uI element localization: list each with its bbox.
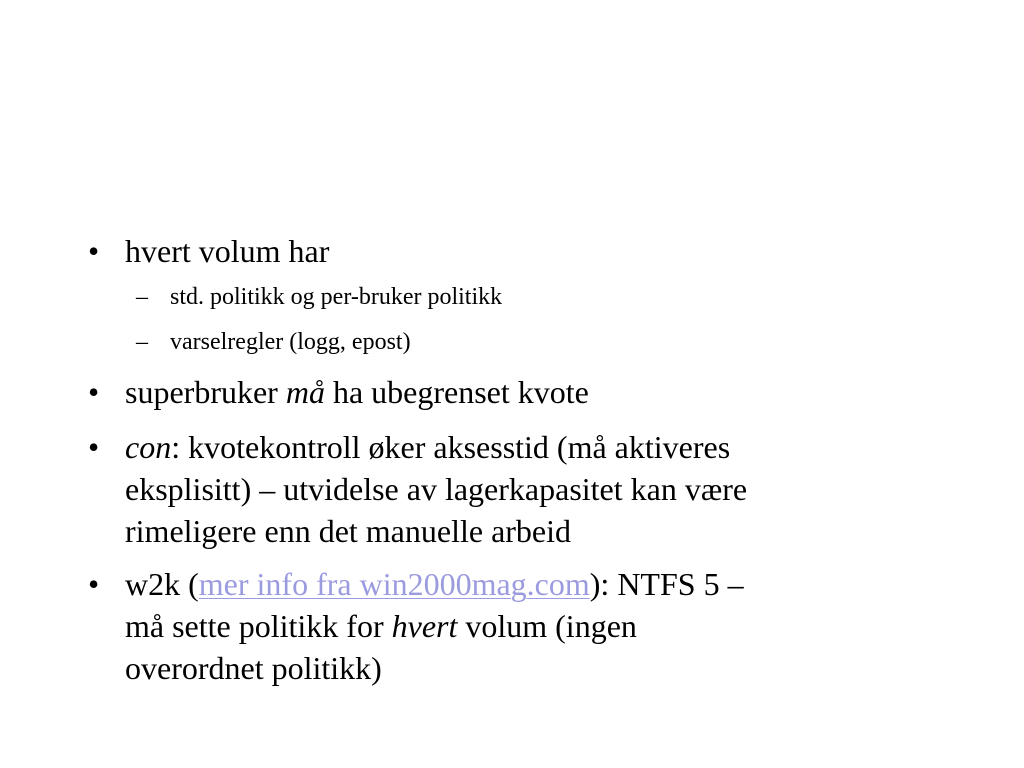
- bullet-text-con-line1: [125, 431, 730, 463]
- bullet-text-superbruker: [125, 376, 589, 408]
- bullet-text-con-line3: rimeligere enn det manuelle arbeid: [125, 513, 572, 549]
- bullet-text-w2k-line3: overordnet politikk): [125, 650, 382, 686]
- bullet-marker: •: [88, 233, 100, 269]
- win2000mag-link[interactable]: mer info fra win2000mag.com: [198, 566, 590, 602]
- sub-bullet-text-varselregler: varselregler (logg, epost): [170, 329, 411, 355]
- text-segment: : kvotekontroll øker aksesstid (må aktiveres: [171, 429, 731, 465]
- text-segment: superbruker: [125, 374, 286, 410]
- bullet-marker: •: [88, 429, 100, 465]
- bullet-text-w2k-line1: [125, 568, 744, 600]
- text-segment: ): NTFS 5 –: [589, 566, 744, 602]
- sub-bullet-marker: –: [136, 329, 148, 355]
- emphasis-text: hvert: [391, 608, 458, 644]
- text-segment: w2k (: [125, 566, 199, 602]
- emphasis-text: må: [285, 374, 325, 410]
- text-segment: må sette politikk for: [125, 608, 392, 644]
- bullet-marker: •: [88, 566, 100, 602]
- bullet-text-w2k-line2: [125, 610, 637, 642]
- bullet-text-con-line2: eksplisitt) – utvidelse av lagerkapasitet kan være: [125, 471, 748, 507]
- text-segment: ha ubegrenset kvote: [324, 374, 589, 410]
- emphasis-text: con: [125, 429, 172, 465]
- bullet-marker: •: [88, 374, 100, 410]
- sub-bullet-text-politikk: std. politikk og per-bruker politikk: [170, 284, 503, 310]
- text-segment: volum (ingen: [457, 608, 637, 644]
- sub-bullet-marker: –: [136, 284, 148, 310]
- bullet-text-hvert-volum: hvert volum har: [125, 233, 330, 269]
